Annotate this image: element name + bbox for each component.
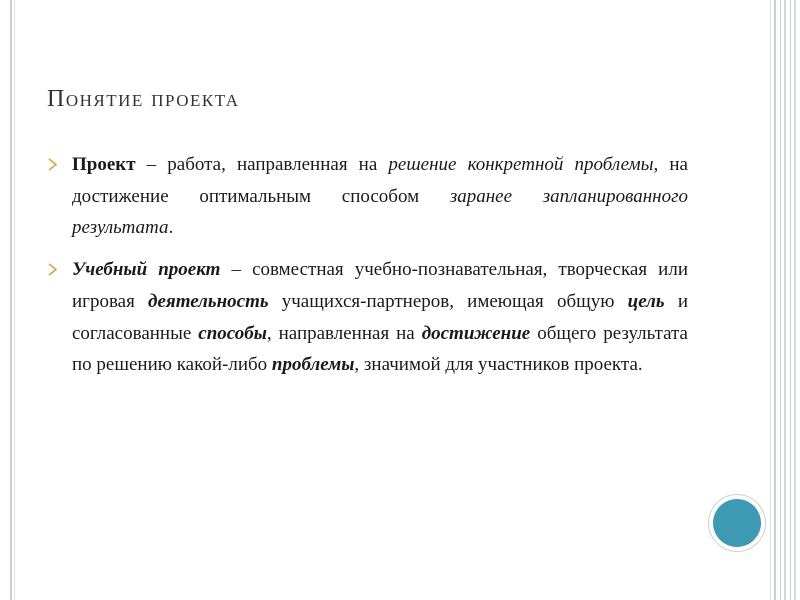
slide-content [48, 149, 688, 391]
text-run: деятельность [148, 290, 269, 312]
text-run: , значимой для участников проекта. [354, 354, 643, 376]
bullet-paragraph-project [48, 149, 688, 244]
frame-right-line-1 [770, 0, 771, 600]
text-run: и согласованные [72, 290, 688, 344]
text-run: , направленная на [266, 322, 422, 344]
text-run: – совместная учебно-познавательная, творческая или игровая [72, 259, 688, 312]
bullet-paragraph-educational-project [48, 254, 688, 381]
frame-right-line-4 [784, 0, 786, 600]
frame-left-line-inner [14, 0, 15, 600]
text-run: общего результата по решению какой-либо [72, 322, 688, 376]
text-run: учащихся-партнеров, имеющая общую [268, 290, 628, 312]
bullet-text [72, 259, 688, 375]
text-run: цель [627, 290, 665, 312]
decorative-circle-icon [713, 499, 761, 547]
frame-left-line [10, 0, 12, 600]
arrow-bullet-icon [48, 263, 58, 276]
text-run: Проект [72, 154, 136, 175]
bullet-text [72, 154, 688, 238]
text-run: достижение [421, 322, 531, 344]
text-run: – работа, направленная на [135, 154, 389, 175]
text-run: . [168, 217, 174, 239]
frame-right-line-2 [774, 0, 776, 600]
frame-right-line-5 [790, 0, 791, 600]
frame-right-line-6 [794, 0, 796, 600]
slide-title: Понятие проекта [47, 86, 240, 112]
text-run: заранее запланированного результата [72, 185, 688, 239]
text-run: проблемы [271, 354, 355, 376]
text-run: способы [198, 322, 267, 344]
text-run: решение конкретной проблемы [388, 154, 654, 175]
arrow-bullet-icon [48, 158, 58, 171]
text-run: , на достижение оптимальным способом [72, 154, 688, 207]
frame-right-line-3 [780, 0, 781, 600]
text-run: Учебный проект [72, 259, 221, 281]
